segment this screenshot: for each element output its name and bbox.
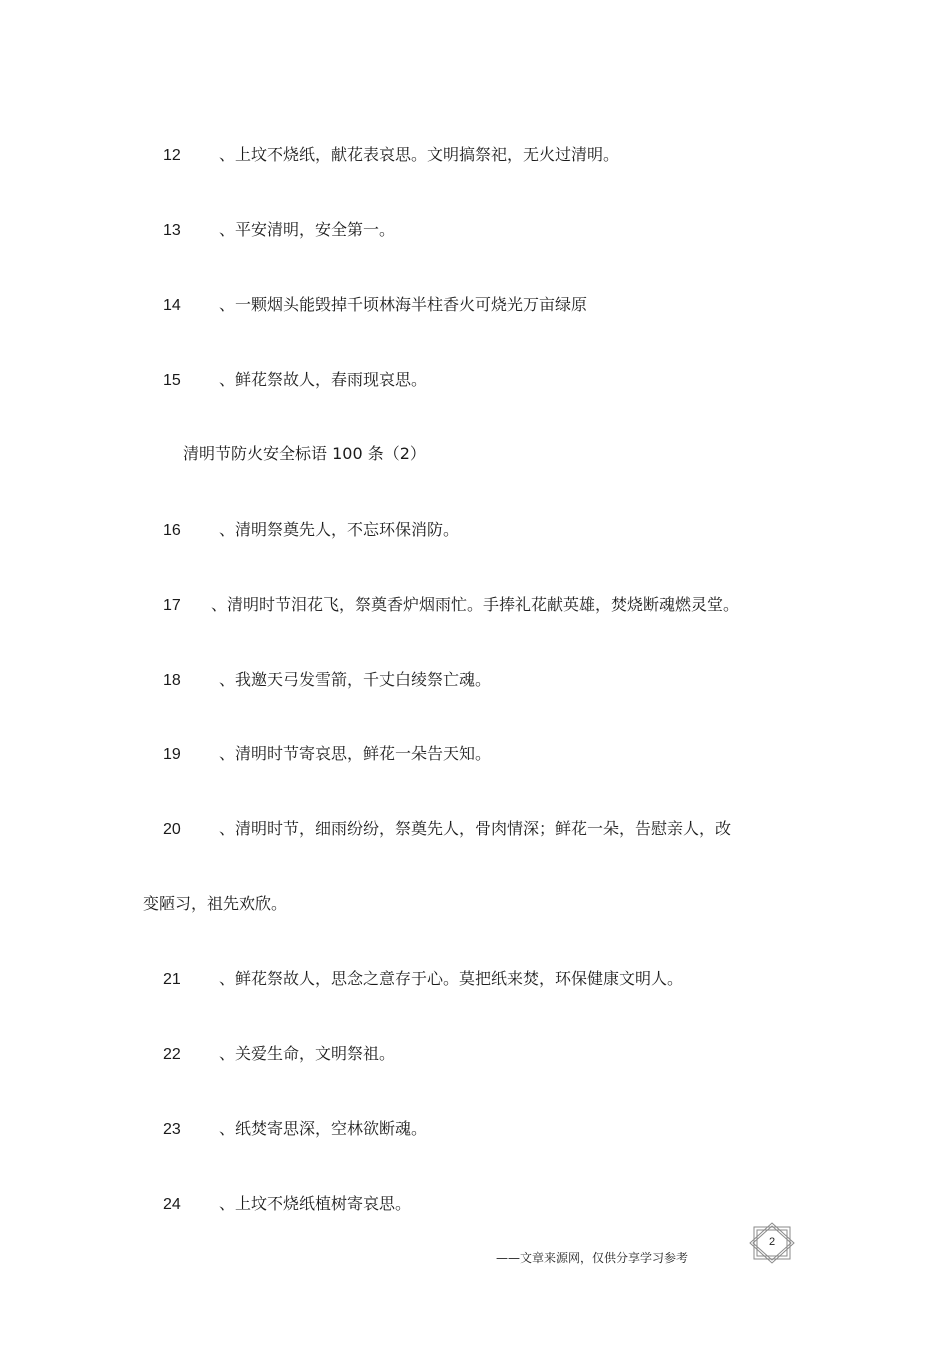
item-text: 、上坟不烧纸植树寄哀思。 [219, 1194, 412, 1213]
item-number: 16 [163, 522, 181, 539]
footer-note: ——文章来源网，仅供分享学习参考 [496, 1251, 689, 1265]
item-text: 、纸焚寄思深，空林欲断魂。 [219, 1119, 428, 1138]
list-item [163, 595, 739, 616]
item-text: 、关爱生命，文明祭祖。 [219, 1044, 396, 1063]
item-text-continuation: 变陋习，祖先欢欣。 [143, 894, 288, 913]
item-number: 14 [163, 297, 181, 314]
list-item [163, 520, 459, 541]
item-text: 、清明祭奠先人，不忘环保消防。 [219, 520, 460, 539]
item-text: 、清明时节，细雨纷纷，祭奠先人，骨肉情深；鲜花一朵，告慰亲人，改 [219, 819, 732, 838]
item-text: 、平安清明，安全第一。 [219, 220, 396, 239]
section-heading: 清明节防火安全标语 100 条（2） [183, 444, 426, 463]
list-item [163, 220, 395, 241]
list-item [163, 1194, 411, 1215]
item-number: 21 [163, 971, 181, 988]
item-number: 24 [163, 1196, 181, 1213]
item-number: 22 [163, 1046, 181, 1063]
item-number: 23 [163, 1121, 181, 1138]
list-item [163, 1044, 395, 1065]
list-item [163, 295, 587, 316]
list-item [163, 670, 491, 691]
item-number: 17 [163, 597, 181, 614]
list-item [163, 969, 683, 990]
item-number: 13 [163, 222, 181, 239]
item-text: 、鲜花祭故人，思念之意存于心。莫把纸来焚，环保健康文明人。 [219, 969, 684, 988]
item-text: 、清明时节寄哀思，鲜花一朵告天知。 [219, 744, 492, 763]
page-number-badge [748, 1222, 796, 1264]
item-text: 、一颗烟头能毁掉千顷林海半柱香火可烧光万亩绿原 [219, 295, 588, 314]
item-number: 20 [163, 821, 181, 838]
item-number: 12 [163, 147, 181, 164]
list-item [163, 145, 619, 166]
item-text: 、清明时节泪花飞，祭奠香炉烟雨忙。手捧礼花献英雄，焚烧断魂燃灵堂。 [211, 595, 740, 614]
page-number: 2 [768, 1236, 776, 1248]
list-item [163, 1119, 427, 1140]
item-number: 18 [163, 672, 181, 689]
item-number: 19 [163, 746, 181, 763]
item-text: 、鲜花祭故人，春雨现哀思。 [219, 370, 428, 389]
list-item [163, 370, 427, 391]
item-text: 、上坟不烧纸，献花表哀思。文明搞祭祀，无火过清明。 [219, 145, 620, 164]
item-text: 、我邀天弓发雪箭，千丈白绫祭亡魂。 [219, 670, 492, 689]
list-item [163, 819, 731, 840]
list-item [163, 744, 491, 765]
item-number: 15 [163, 372, 181, 389]
